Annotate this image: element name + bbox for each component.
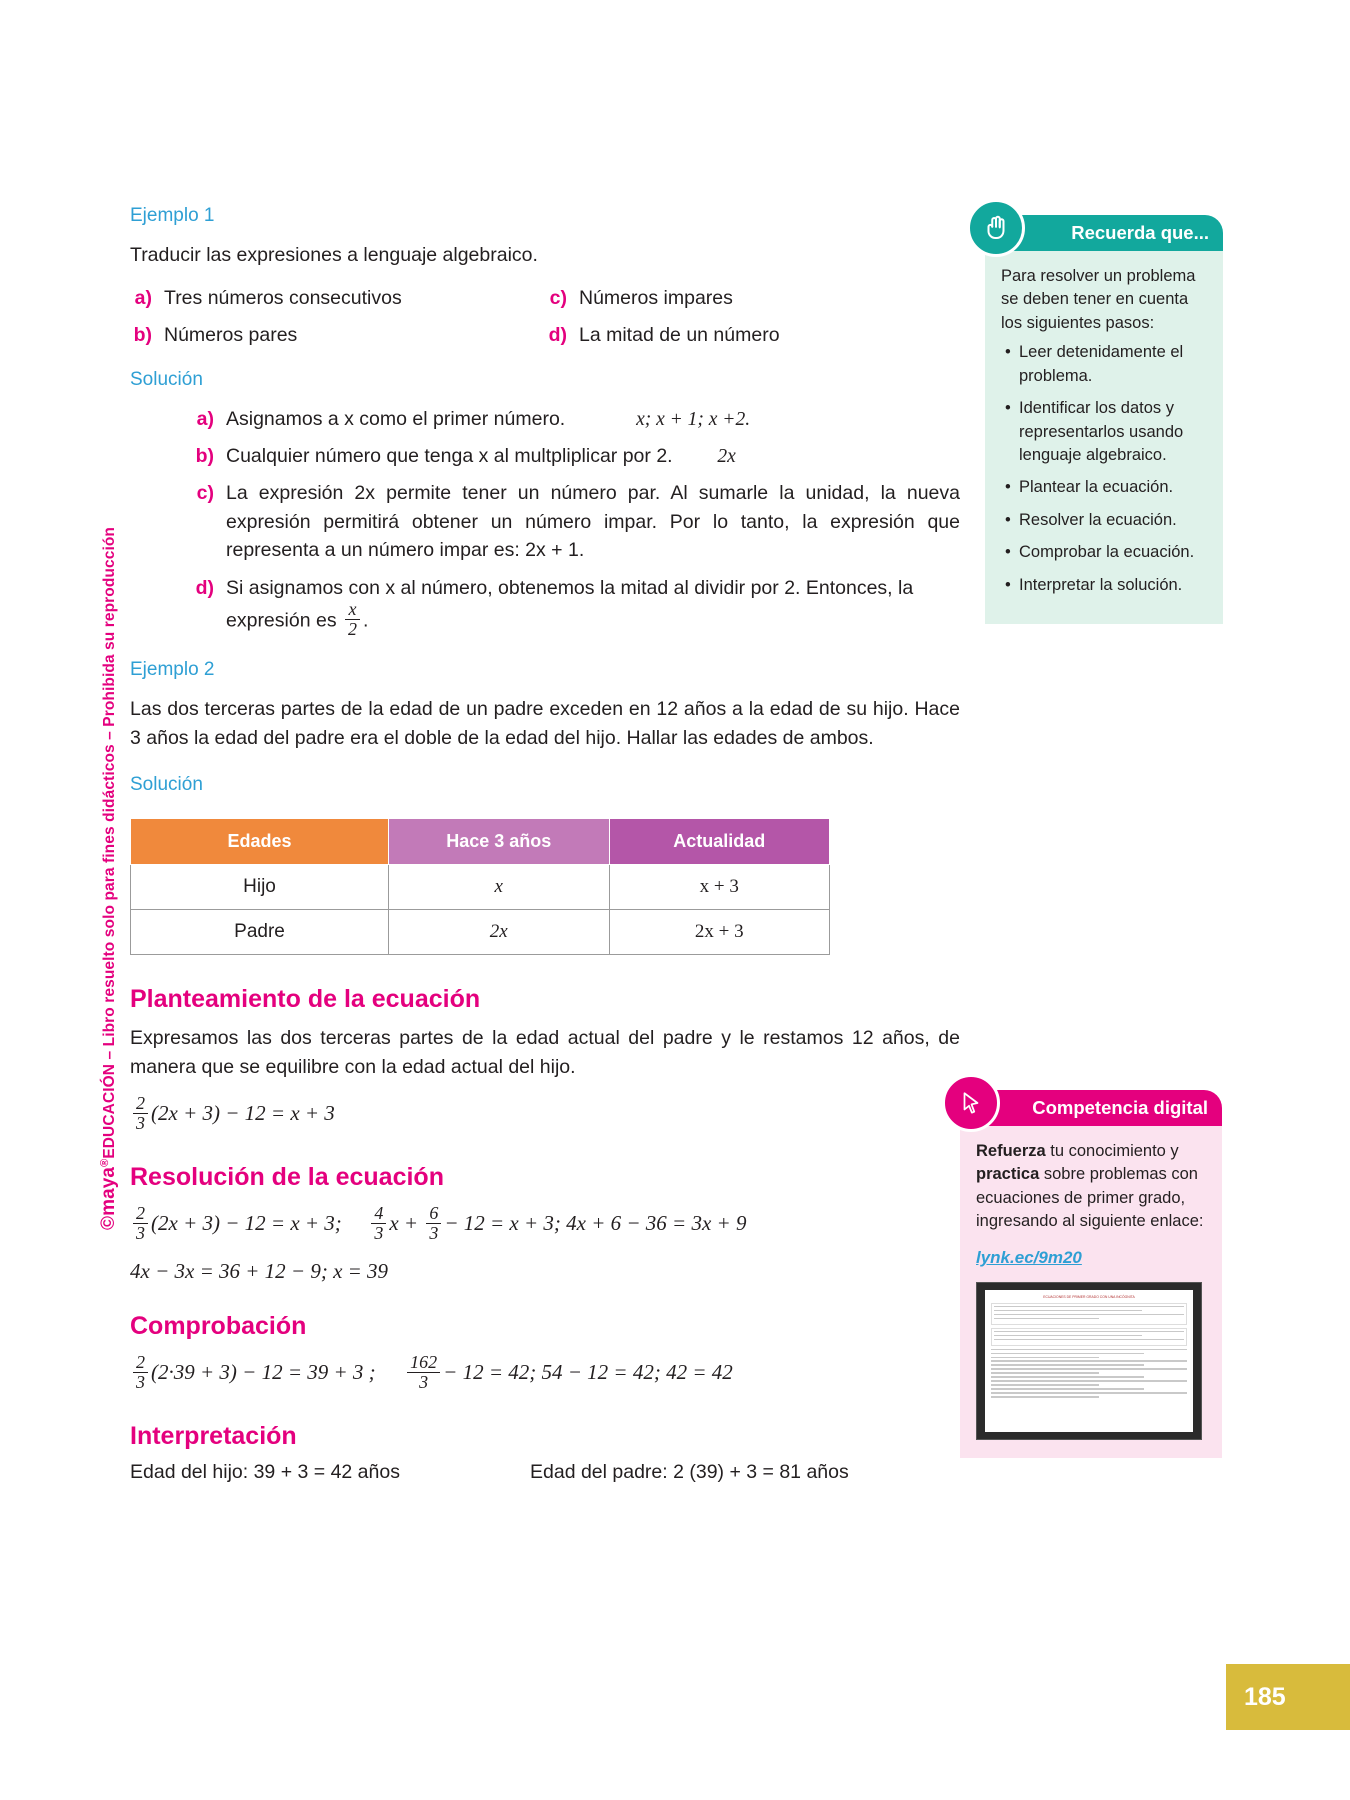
- fraction-numerator: 2: [136, 1202, 145, 1223]
- equation-comprobacion: [130, 1351, 960, 1394]
- section-title-interpretacion: Interpretación: [130, 1421, 297, 1450]
- competencia-digital-link[interactable]: lynk.ec/9m20: [976, 1247, 1082, 1267]
- item-text: Asignamos a x como el primer número.: [226, 407, 566, 430]
- item-tail: .: [363, 609, 369, 632]
- item-text: La mitad de un número: [579, 323, 780, 346]
- competencia-digital-title: Competencia digital: [1032, 1097, 1208, 1118]
- equation-resolucion-line2: 4x − 3x = 36 + 12 − 9; x = 39: [130, 1258, 389, 1283]
- example2-label: Ejemplo 2: [130, 659, 215, 681]
- cursor-arrow-icon: [942, 1074, 1000, 1132]
- cell-padre-actual: 2x + 3: [609, 909, 830, 954]
- example1-statement: Traducir las expresiones a lenguaje algebraico.: [130, 244, 538, 266]
- fraction-denominator: 2: [345, 619, 360, 639]
- list-item: • Leer detenidamente el problema.: [1017, 341, 1207, 388]
- item-text: La expresión 2x permite tener un número par. Al sumarle la unidad, la nueva expresión permitirá obtener un número impar. Por lo tanto, la expresión que representa a un número impar es: 2x + 1.: [226, 482, 960, 561]
- recuerda-que-box: [985, 215, 1223, 624]
- item-letter: c): [549, 287, 567, 310]
- fraction-denominator: 3: [133, 1372, 148, 1392]
- fraction-denominator: 3: [133, 1113, 148, 1133]
- fraction-numerator: 4: [374, 1202, 384, 1223]
- result-padre: Edad del padre: 2 (39) + 3 = 81 años: [530, 1460, 849, 1483]
- list-item: • Resolver la ecuación.: [1017, 509, 1207, 532]
- competencia-digital-body: [960, 1126, 1222, 1458]
- list-item: • Comprobar la ecuación.: [1017, 541, 1207, 564]
- example1-items-row2: [130, 321, 960, 357]
- competencia-digital-box: [960, 1090, 1222, 1458]
- equation-text-part2: x +: [389, 1211, 419, 1236]
- solution-item-c: [192, 479, 960, 564]
- list-item: [130, 284, 545, 312]
- table-header-row: [131, 818, 830, 864]
- example1-solution-label: Solución: [130, 368, 203, 390]
- item-text: Tres números consecutivos: [164, 287, 402, 310]
- competencia-digital-text: [976, 1140, 1206, 1234]
- fraction-numerator: 2: [136, 1093, 145, 1114]
- fraction-numerator: 162: [410, 1351, 438, 1372]
- fraction-denominator: 3: [426, 1223, 441, 1243]
- table-row: [131, 909, 830, 954]
- item-result: 2x: [717, 446, 736, 468]
- thumbnail-sheet: [985, 1290, 1193, 1432]
- item-text: Si asignamos con x al número, obtenemos la mitad al dividir por 2. Entonces, la expresión es: [226, 577, 914, 632]
- fraction-x-over-2: [345, 600, 360, 639]
- fraction-denominator: 3: [133, 1223, 148, 1243]
- fraction-162-over-3: [407, 1353, 440, 1392]
- item-text: Números impares: [579, 287, 733, 310]
- cell-hijo-actual: x + 3: [609, 864, 830, 909]
- main-content: [130, 205, 960, 1484]
- page-number: 185: [1226, 1664, 1350, 1730]
- fraction-numerator: 2: [136, 1351, 145, 1372]
- solution-item-b: [192, 442, 960, 471]
- copyright-side-strip: [78, 470, 119, 1230]
- equation-resolucion-line1: [130, 1202, 960, 1245]
- recuerda-que-body: [985, 251, 1223, 624]
- cell-hijo-label: Hijo: [131, 864, 389, 909]
- item-letter: a): [196, 407, 214, 430]
- list-item: • Plantear la ecuación.: [1017, 476, 1207, 499]
- text-bold-practica: practica: [976, 1165, 1040, 1184]
- example2-solution-label: Solución: [130, 773, 203, 795]
- text-bold-refuerza: Refuerza: [976, 1142, 1046, 1160]
- item-letter: b): [195, 445, 214, 468]
- recuerda-que-intro: Para resolver un problema se deben tener en cuenta los siguientes pasos:: [1001, 267, 1196, 332]
- interpretacion-results: [130, 1461, 960, 1484]
- equation-text-part2: − 12 = 42; 54 − 12 = 42; 42 = 42: [443, 1359, 733, 1384]
- table-row: [131, 864, 830, 909]
- text-part2: sobre problemas con ecuaciones de primer grado, ingresando al siguiente enlace:: [976, 1165, 1204, 1231]
- fraction-2-over-3: [133, 1094, 148, 1133]
- item-letter: d): [548, 323, 567, 346]
- ages-table: [130, 818, 830, 955]
- item-letter: c): [196, 482, 214, 505]
- item-result: x; x + 1; x +2.: [636, 408, 751, 430]
- fraction-numerator: x: [348, 599, 357, 620]
- recuerda-que-title: Recuerda que...: [1071, 222, 1209, 243]
- table-header-edades: Edades: [131, 818, 389, 864]
- item-text: Números pares: [164, 323, 298, 346]
- equation-text-part1: (2·39 + 3) − 12 = 39 + 3 ;: [151, 1359, 376, 1384]
- example1-label: Ejemplo 1: [130, 205, 215, 226]
- list-item: [130, 321, 545, 349]
- fraction-denominator: 3: [407, 1372, 440, 1392]
- list-item: [545, 321, 960, 349]
- equation-text-part3: − 12 = x + 3; 4x + 6 − 36 = 3x + 9: [444, 1211, 747, 1236]
- equation-text: (2x + 3) − 12 = x + 3: [151, 1101, 335, 1126]
- example1-items-row1: [130, 284, 960, 320]
- solution-item-d: [192, 574, 960, 641]
- item-letter: b): [133, 323, 152, 346]
- table-header-hace3anios: Hace 3 años: [389, 818, 610, 864]
- section-text-planteamiento: Expresamos las dos terceras partes de la edad actual del padre y le restamos 12 años, de manera que se equilibre con la edad actual del hijo.: [130, 1026, 960, 1078]
- thumbnail-block: [991, 1303, 1187, 1325]
- section-title-planteamiento: Planteamiento de la ecuación: [130, 984, 481, 1013]
- thumbnail-title: ECUACIONES DE PRIMER GRADO CON UNA INCÓGNITA: [1043, 1294, 1135, 1299]
- list-item: • Interpretar la solución.: [1017, 574, 1207, 597]
- item-letter: d): [195, 577, 214, 600]
- thumbnail-block: [991, 1328, 1187, 1346]
- cell-hijo-hace3: x: [389, 864, 610, 909]
- fraction-2-over-3: [133, 1204, 148, 1243]
- fraction-6-over-3: [426, 1204, 441, 1243]
- copyright-text: ©maya®EDUCACIÓN – Libro resuelto solo para fines didácticos – Prohibida su reproducción: [98, 527, 119, 1230]
- solution-item-a: [192, 405, 960, 434]
- example2-statement: Las dos terceras partes de la edad de un padre exceden en 12 años a la edad de su hijo. Hace 3 años la edad del padre era el doble de la edad del hijo. Hallar las edades de ambos.: [130, 698, 960, 750]
- item-text: Cualquier número que tenga x al multpliplicar por 2.: [226, 445, 673, 468]
- result-hijo: Edad del hijo: 39 + 3 = 42 años: [130, 1460, 400, 1483]
- recuerda-que-steps: [1001, 341, 1207, 597]
- competencia-digital-header: [960, 1090, 1222, 1126]
- table-header-actualidad: Actualidad: [609, 818, 830, 864]
- text-part1: tu conocimiento y: [1045, 1142, 1179, 1160]
- section-title-comprobacion: Comprobación: [130, 1311, 307, 1340]
- resource-thumbnail[interactable]: [976, 1282, 1202, 1440]
- hand-pointing-icon: [967, 199, 1025, 257]
- fraction-2-over-3: [133, 1353, 148, 1392]
- fraction-4-over-3: [371, 1204, 386, 1243]
- list-item: [545, 284, 960, 312]
- cell-padre-label: Padre: [131, 909, 389, 954]
- recuerda-que-header: [985, 215, 1223, 251]
- fraction-numerator: 6: [429, 1202, 439, 1223]
- section-title-resolucion: Resolución de la ecuación: [130, 1162, 444, 1191]
- fraction-denominator: 3: [371, 1223, 386, 1243]
- item-letter: a): [134, 287, 152, 310]
- list-item: • Identificar los datos y representarlos usando lenguaje algebraico.: [1017, 397, 1207, 467]
- equation-planteamiento: [130, 1093, 960, 1135]
- cell-padre-hace3: 2x: [389, 909, 610, 954]
- equation-text-part1: (2x + 3) − 12 = x + 3;: [151, 1211, 342, 1236]
